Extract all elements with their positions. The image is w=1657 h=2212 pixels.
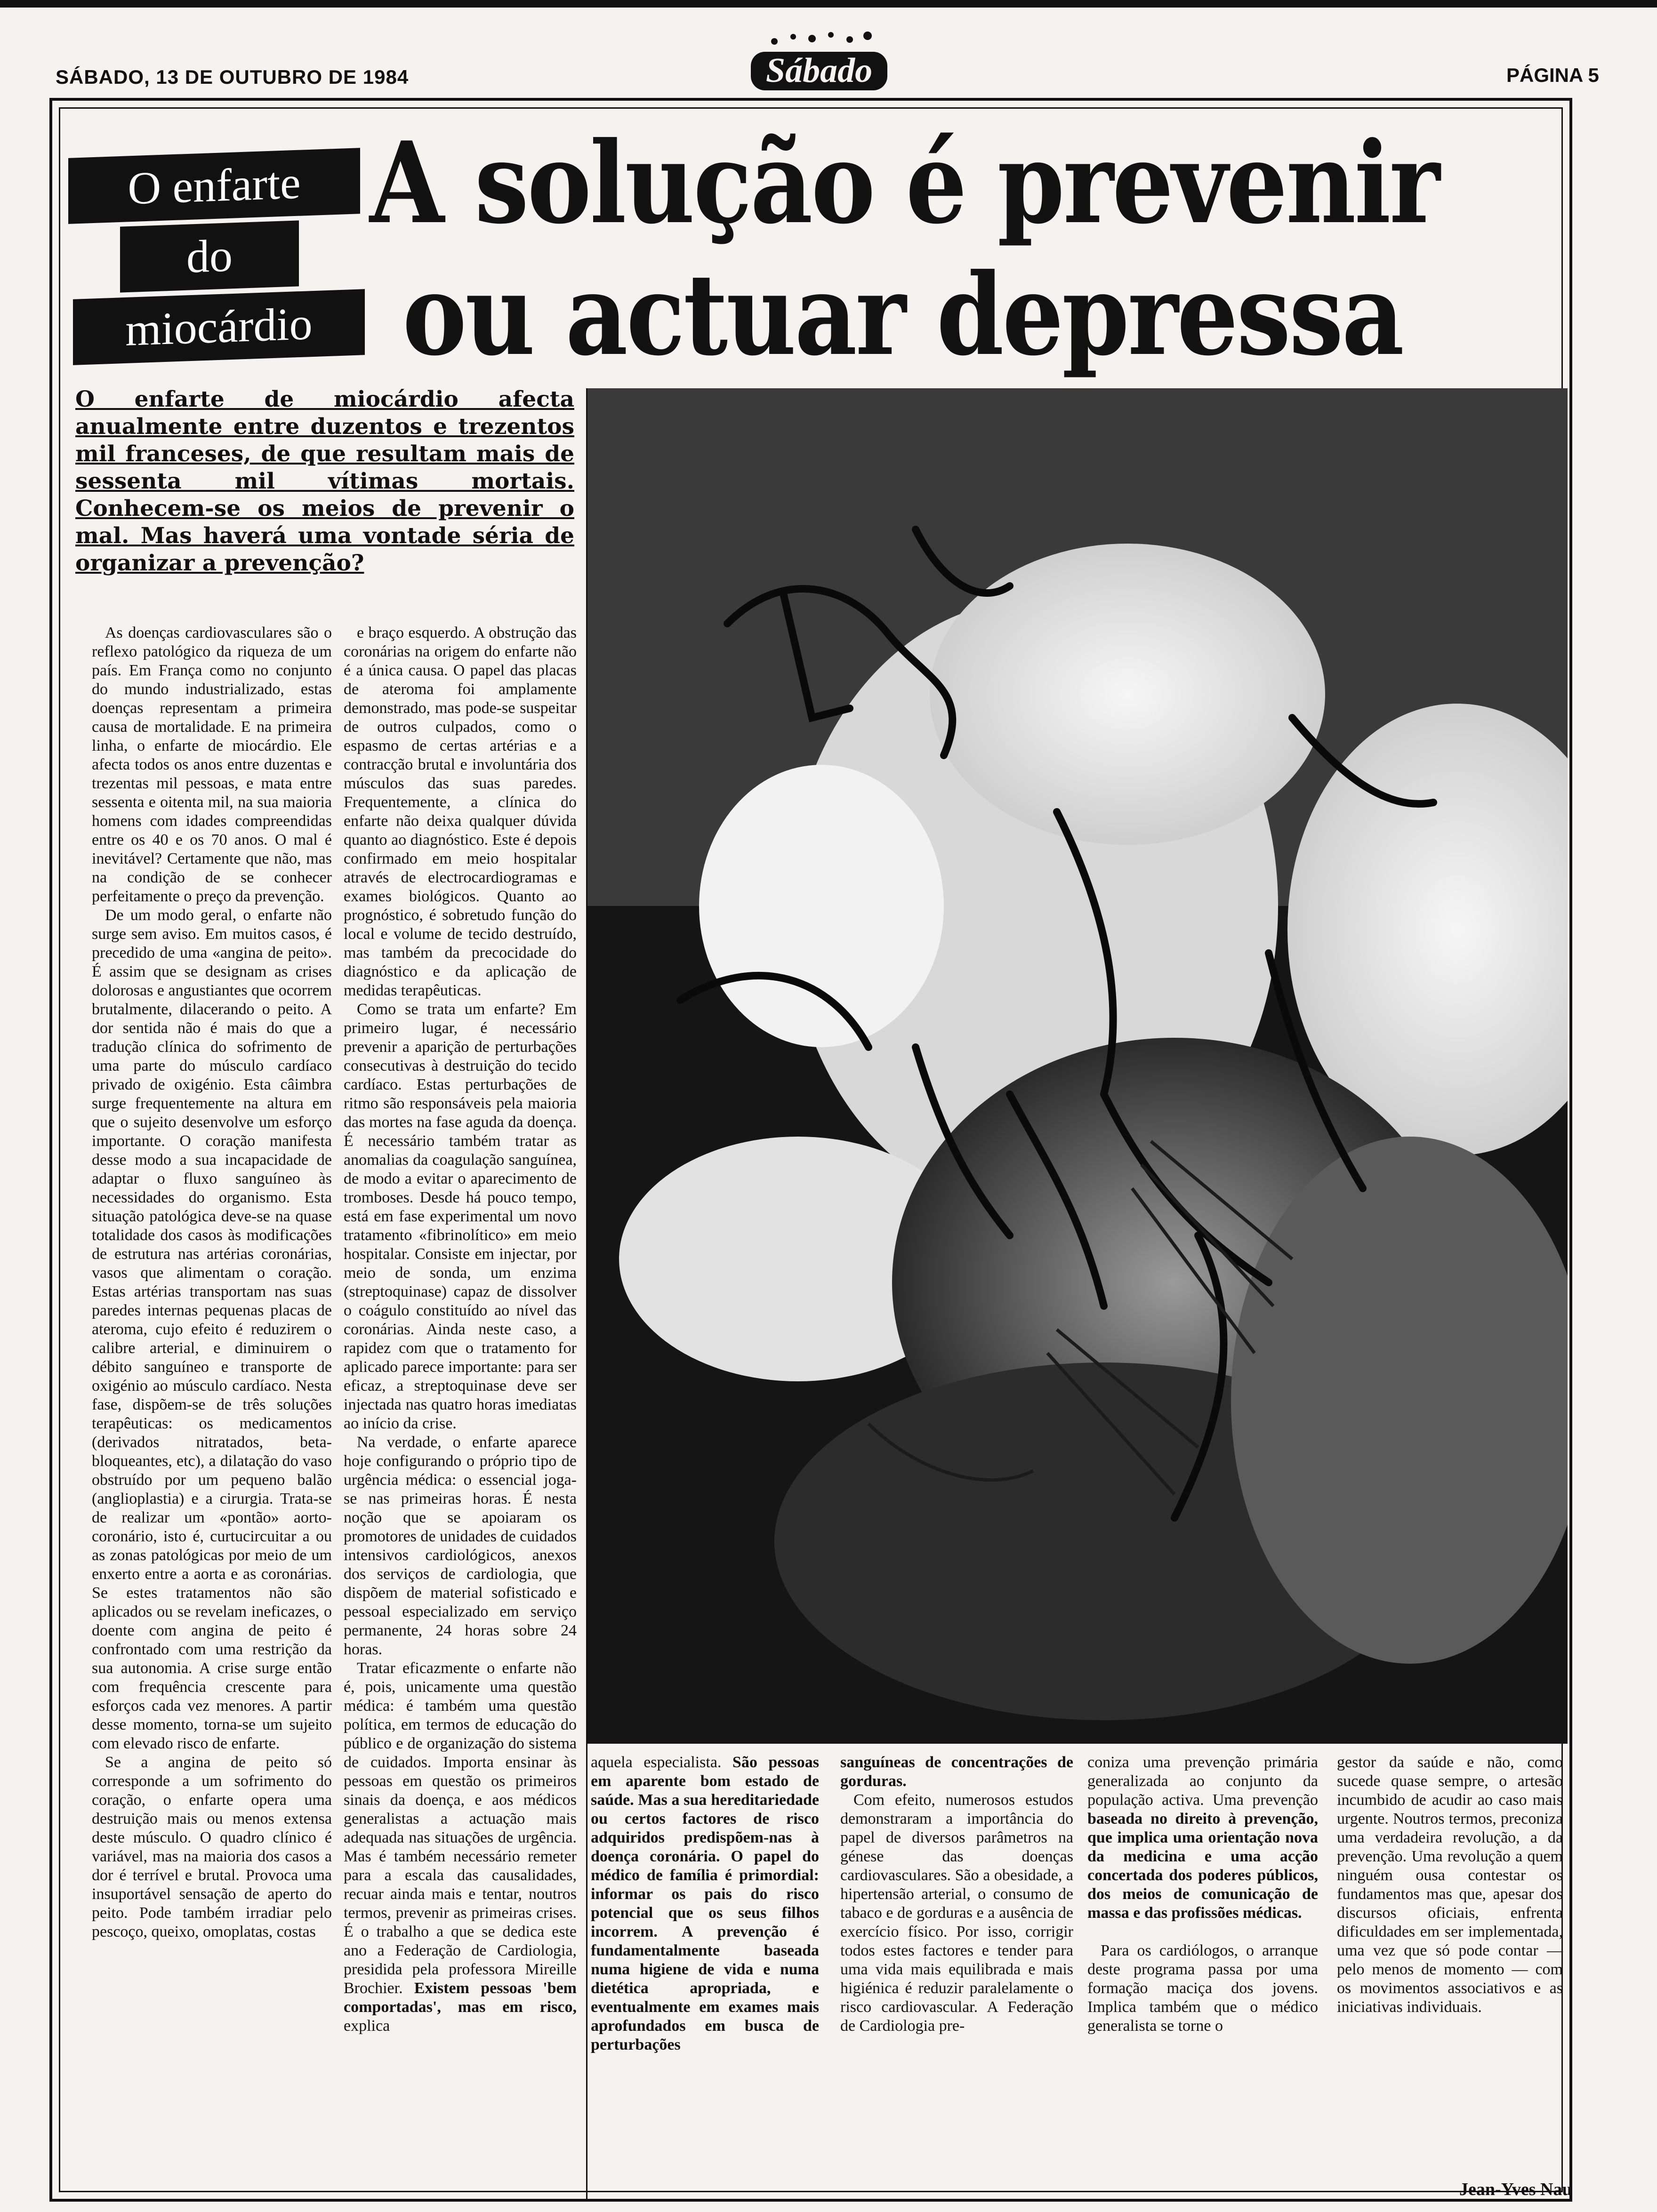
author-signature: Jean-Yves Nau bbox=[1459, 2180, 1572, 2199]
headline-line-1: A solução é prevenir bbox=[370, 118, 1439, 249]
kicker-line-2: do bbox=[120, 220, 299, 292]
col5-paragraph-1: coniza uma prevenção primária generalizada ao conjunto da população activa. Uma prevenção baseada no direito à prevenção, que implica uma orientação nova da medicina e uma acção concertada dos poderes públicos, dos meios de comunicação de massa e das profissões médicas. bbox=[1087, 1754, 1318, 1922]
lead-paragraph: O enfarte de miocárdio afecta anualmente entre duzentos e trezentos mil franceses, de que resultam mais de sessenta mil vítimas mortais. Conhecem-se os meios de prevenir o mal. Mas haverá uma vontade séria de organizar a prevenção? bbox=[75, 386, 574, 576]
sabado-logo bbox=[741, 28, 901, 99]
col6-paragraph-1: gestor da saúde e não, como sucede quase sempre, o artesão incumbido de acudir ao caso mais urgente. Noutros termos, preconiza uma verdadeira revolução, a da prevenção. Uma revolução a quem ninguém ousa contestar os fundamentos mas que, apesar dos discursos oficiais, enfrenta dificuldades em ser implementada, uma vez que só pode contar — pelo menos de momento — com os movimentos associativos e as iniciativas individuais. bbox=[1337, 1754, 1563, 2016]
article-column-4 bbox=[840, 1753, 1073, 2036]
article-column-1 bbox=[92, 624, 332, 1941]
article-column-3 bbox=[591, 1753, 819, 2054]
column-rule bbox=[586, 388, 587, 2200]
issue-date: SÁBADO, 13 DE OUTUBRO DE 1984 bbox=[56, 66, 409, 88]
col2-paragraph-4: Tratar eficazmente o enfarte não é, pois, unicamente uma questão médica: é também uma questão política, em termos de educação do público e de organização do sistema de cuidados. Importa ensinar às pessoas em questão os primeiros sinais da doença, e aos médicos generalistas a actuação mais adequada nas situações de urgência. Mas é também necessário remeter para a escala das causalidades, recuar ainda mais e tentar, noutros termos, prevenir as primeiras crises. É o trabalho a que se dedica este ano a Federação de Cardiologia, presidida pela professora Mireille Brochier. Existem pessoas 'bem comportadas', mas em risco, explica bbox=[344, 1659, 577, 2035]
svg-text:Sábado: Sábado bbox=[765, 51, 873, 90]
col1-paragraph-1: As doenças cardiovasculares são o reflexo patológico da riqueza de um país. Em França como no conjunto do mundo industrializado, estas doenças representam a primeira causa de mortalidade. E na primeira linha, o enfarte de miocárdio. Ele afecta todos os anos entre duzentas e trezentas mil pessoas, e mata entre sessenta e oitenta mil, na sua maioria homens com idades compreendidas entre os 40 e os 70 anos. O mal é inevitável? Certamente que não, mas na condição de se conhecer perfeitamente o preço da prevenção. bbox=[92, 624, 332, 905]
col2-bold-quote: Existem pessoas 'bem comportadas', mas em risco, bbox=[344, 1980, 577, 2016]
article-column-5 bbox=[1087, 1753, 1318, 2036]
article-column-2 bbox=[344, 624, 577, 2036]
kicker-line-3: miocárdio bbox=[73, 289, 365, 365]
kicker-line-1: O enfarte bbox=[68, 148, 360, 224]
article-column-6 bbox=[1337, 1753, 1563, 2017]
col4-paragraph-1: Com efeito, numerosos estudos demonstraram a importância do papel de diversos parâmetros na génese das doenças cardiovasculares. São a obesidade, a hipertensão arterial, o consumo de tabaco e de gorduras e a ausência de exercício físico. Por isso, corrigir todos estes factores e tender para uma vida mais equilibrada e mais higiénica é reduzir paralelamente o risco cardiovascular. A Federação de Cardiologia pre- bbox=[840, 1791, 1073, 2035]
headline-line-2: ou actuar depressa bbox=[402, 249, 1403, 381]
page-number: PÁGINA 5 bbox=[1506, 64, 1599, 86]
col5-paragraph-2: Para os cardiólogos, o arranque deste programa passa por uma formação maciça dos jovens. Implica também que o médico generalista se torne o bbox=[1087, 1942, 1318, 2035]
surgery-photo-icon bbox=[586, 388, 1568, 1744]
col2-paragraph-2: Como se trata um enfarte? Em primeiro lugar, é necessário prevenir a aparição de perturbações consecutivas à destruição do tecido cardíaco. Estas perturbações de ritmo são responsáveis pela maioria das mortes na fase aguda da doença. É necessário também tratar as anomalias da coagulação sanguínea, de modo a evitar o aparecimento de tromboses. Desde há pouco tempo, está em fase experimental um novo tratamento «fibrinolítico» em meio hospitalar. Consiste em injectar, por meio de sonda, um enzima (streptoquinase) capaz de dissolver o coágulo constituído ao nível das coronárias. Ainda neste caso, a rapidez com que o tratamento for aplicado parece importante: para ser eficaz, a streptoquinase deve ser injectada nas quatro horas imediatas ao início da crise. bbox=[344, 1001, 577, 1432]
col2-paragraph-1: e braço esquerdo. A obstrução das coronárias na origem do enfarte não é a única causa. O papel das placas de ateroma foi amplamente demonstrado, mas pode-se suspeitar de outros culpados, como o espasmo de certas artérias e a contracção brutal e involuntária dos músculos das suas paredes. Frequentemente, a clínica do enfarte não deixa qualquer dúvida quanto ao diagnóstico. Este é depois confirmado em meio hospitalar através de electrocardiogramas e exames biológicos. Quanto ao prognóstico, é sobretudo função do local e volume de tecido destruído, mas também da precocidade do diagnóstico e da aplicação de medidas terapêuticas. bbox=[344, 624, 577, 999]
col1-paragraph-3: Se a angina de peito só corresponde a um sofrimento do coração, o enfarte opera uma destruição mais ou menos extensa deste músculo. O quadro clínico é variável, mas na maioria dos casos a dor é terrível e brutal. Provoca uma insuportável sensação de aperto do peito. Pode também irradiar pelo pescoço, queixo, omoplatas, costas bbox=[92, 1754, 332, 1940]
col1-paragraph-2: De um modo geral, o enfarte não surge sem aviso. Em muitos casos, é precedido de uma «angina de peito». É assim que se designam as crises dolorosas e angustiantes que ocorrem brutalmente, dilacerando o peito. A dor sentida não é mais do que a tradução clínica do sofrimento de uma parte do músculo cardíaco privado de oxigénio. Esta câimbra surge frequentemente na altura em que o sujeito desenvolve um esforço importante. O coração manifesta desse modo a sua incapacidade de adaptar o fluxo sanguíneo às necessidades do organismo. Esta situação patológica deve-se na quase totalidade dos casos às modificações de estrutura nas artérias coronárias, vasos que alimentam o coração. Estas artérias transportam nas suas paredes internas pequenas placas de ateroma, cujo efeito é reduzirem o calibre arterial, e diminuirem o débito sanguíneo e transporte de oxigénio ao músculo cardíaco. Nesta fase, dispõem-se de três soluções terapêuticas: os medicamentos (derivados nitratados, beta-bloqueantes, etc), a dilatação do vaso obstruído por um pequeno balão (anglioplastia) e a cirurgia. Trata-se de realizar um «pontão» aorto-coronário, isto é, curtucircuitar a ou as zonas patológicas por meio de um enxerto entre a aorta e as coronárias. Se estes tratamentos não são aplicados ou se revelam ineficazes, o doente com angina de peito é confrontado com uma restrição da sua autonomia. A crise surge então com frequência crescente para esforços cada vez menores. A partir desse momento, torna-se um sujeito com elevado risco de enfarte. bbox=[92, 906, 332, 1752]
col3-paragraph-1: aquela especialista. São pessoas em aparente bom estado de saúde. Mas a sua hereditariedade ou certos factores de risco adquiridos predispõem-nas à doença coronária. O papel do médico de família é primordial: informar os pais do risco potencial que os seus filhos incorrem. A prevenção é fundamentalmente baseada numa higiene de vida e numa dietética apropriada, e eventualmente em exames mais aprofundados em busca de perturbações bbox=[591, 1754, 820, 2053]
top-rule bbox=[0, 0, 1657, 8]
col4-bold-start: sanguíneas de concentrações de gorduras. bbox=[840, 1754, 1073, 1790]
col2-paragraph-3: Na verdade, o enfarte aparece hoje configurando o próprio tipo de urgência médica: o essencial joga-se nas primeiras horas. É nesta noção que se apoiaram os promotores de unidades de cuidados intensivos cardiológicos, anexos dos serviços de cardiologia, que dispõem de material sofisticado e pessoal especializado em serviço permanente, 24 horas sobre 24 horas. bbox=[344, 1434, 577, 1658]
